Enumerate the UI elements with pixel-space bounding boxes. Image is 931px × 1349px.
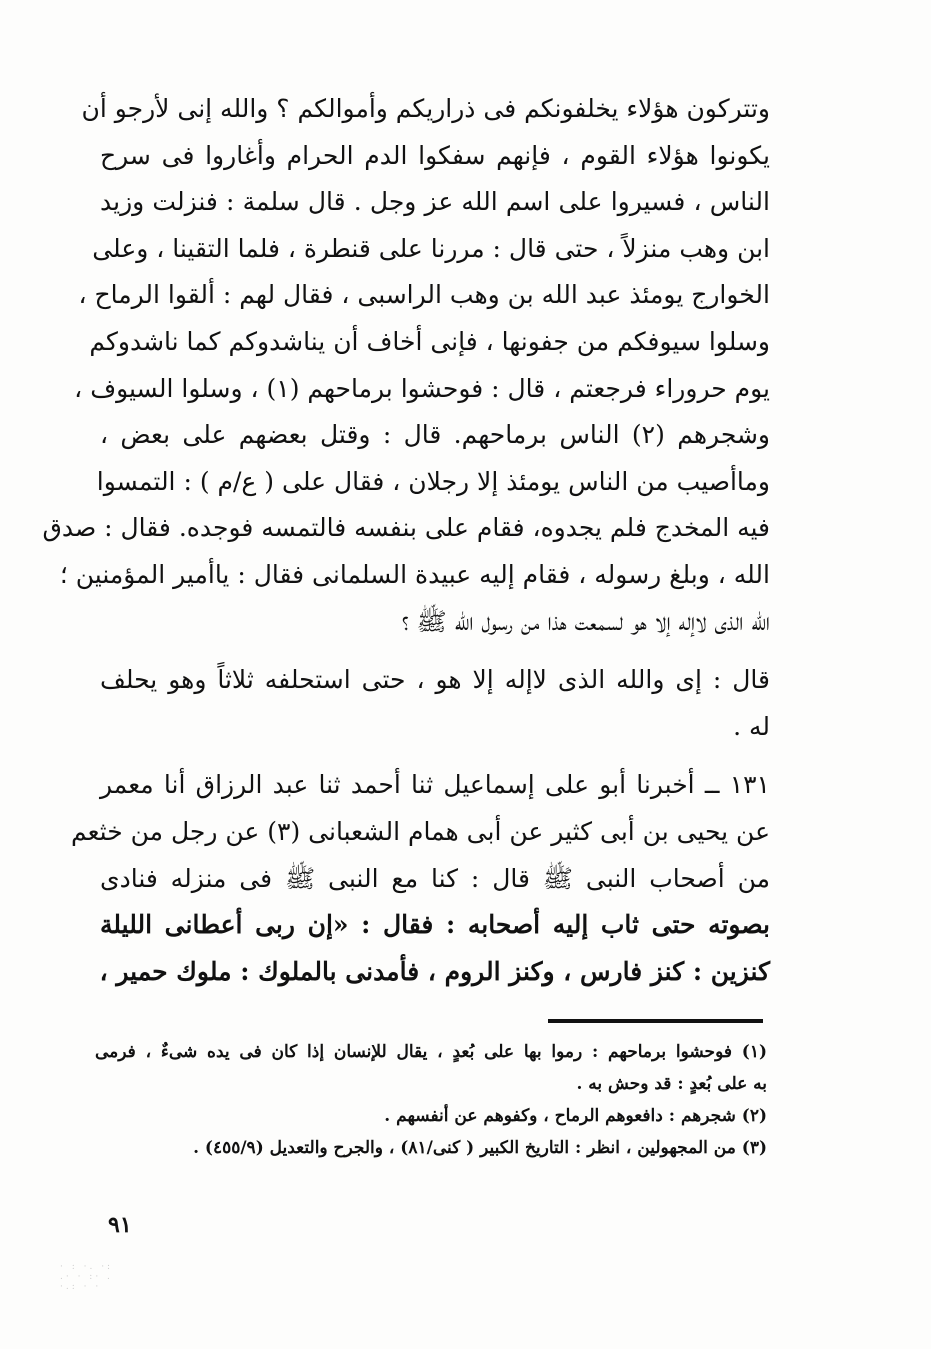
text-line: الخوارج يومئذ عبد الله بن وهب الراسبى ، فقال لهم : ألقوا الرماح ، — [78, 280, 770, 310]
footnotes-block — [95, 1036, 767, 1164]
hadith-number-line: ١٣١ ــ أخبرنا أبو على إسماعيل ثنا أحمد ثنا عبد الرزاق أنا معمر — [100, 770, 770, 800]
text-line: وتتركون هؤلاء يخلفونكم فى ذراريكم وأموالكم ؟ والله إنى لأرجو أن — [81, 94, 770, 123]
text-line: عن يحيى بن أبى كثير عن أبى همام الشعبانى (٣) عن رجل من خثعم — [70, 816, 770, 846]
text-line: كنزين : كنز فارس ، وكنز الروم ، فأمدنى بالملوك : ملوك حمير ، — [99, 956, 770, 986]
text-line: له . — [733, 711, 770, 741]
text-line: وماأصيب من الناس يومئذ إلا رجلان ، فقال على ( ع/م ) : التمسوا — [96, 466, 770, 496]
footnote-line: (٣) من المجهولين ، انظر : التاريخ الكبير ( كنى/٨١) ، والجرح والتعديل (٤٥٥/٩) . — [193, 1138, 767, 1158]
text-line: الناس ، فسيروا على اسم الله عز وجل . قال سلمة : فنزلت وزيد — [100, 187, 770, 217]
footnote-separator — [548, 1019, 763, 1023]
text-line: فيه المخدج فلم يجدوه، فقام على بنفسه فالتمسه فوجده. فقال : صدق — [42, 513, 770, 543]
text-line: وشجرهم (٢) الناس برماحهم. قال : وقتل بعضهم على بعض ، — [100, 420, 770, 450]
text-line: قال : إى والله الذى لاإله إلا هو ، حتى استحلفه ثلاثاً وهو يحلف — [100, 665, 770, 695]
scan-smudge: · : ·. ·: .· · :· . ·.: · · — [60, 1262, 114, 1292]
text-line: يكونوا هؤلاء القوم ، فإنهم سفكوا الدم الحرام وأغاروا فى سرح — [100, 140, 770, 170]
footnote-line: به على بُعدٍ : قد وحش به . — [576, 1074, 767, 1094]
footnote-line: (١) فوحشوا برماحهم : رموا بها على بُعدٍ ، يقال للإنسان إذا كان فى يده شىءٌ ، فرمى — [95, 1042, 767, 1062]
text-line: يوم حروراء فرجعتم ، قال : فوحشوا برماحهم (١) ، وسلوا السيوف ، — [74, 373, 770, 403]
footnote-line: (٢) شجرهم : دافعوهم الرماح ، وكفوهم عن أنفسهم . — [384, 1106, 767, 1126]
page-number: ٩١ — [108, 1212, 132, 1238]
text-line: الله ، وبلغ رسوله ، فقام إليه عبيدة السلمانى فقال : ياأمير المؤمنين ؛ — [59, 559, 770, 589]
main-text-block — [42, 86, 770, 995]
text-line: من أصحاب النبى ﷺ قال : كنا مع النبى ﷺ فى منزله فنادى — [100, 863, 770, 893]
text-line: بصوته حتى ثاب إليه أصحابه : فقال : «إن ربى أعطانى الليلة — [100, 910, 770, 940]
text-line: الله الذى لاإله إلا هو لسمعت هذا من رسول الله ﷺ ؟ — [401, 606, 770, 636]
text-line: وسلوا سيوفكم من جفونها ، فإنى أخاف أن يناشدوكم كما ناشدوكم — [89, 326, 770, 356]
text-line: ابن وهب منزلاً ، حتى قال : مررنا على قنطرة ، فلما التقينا ، وعلى — [92, 233, 770, 263]
